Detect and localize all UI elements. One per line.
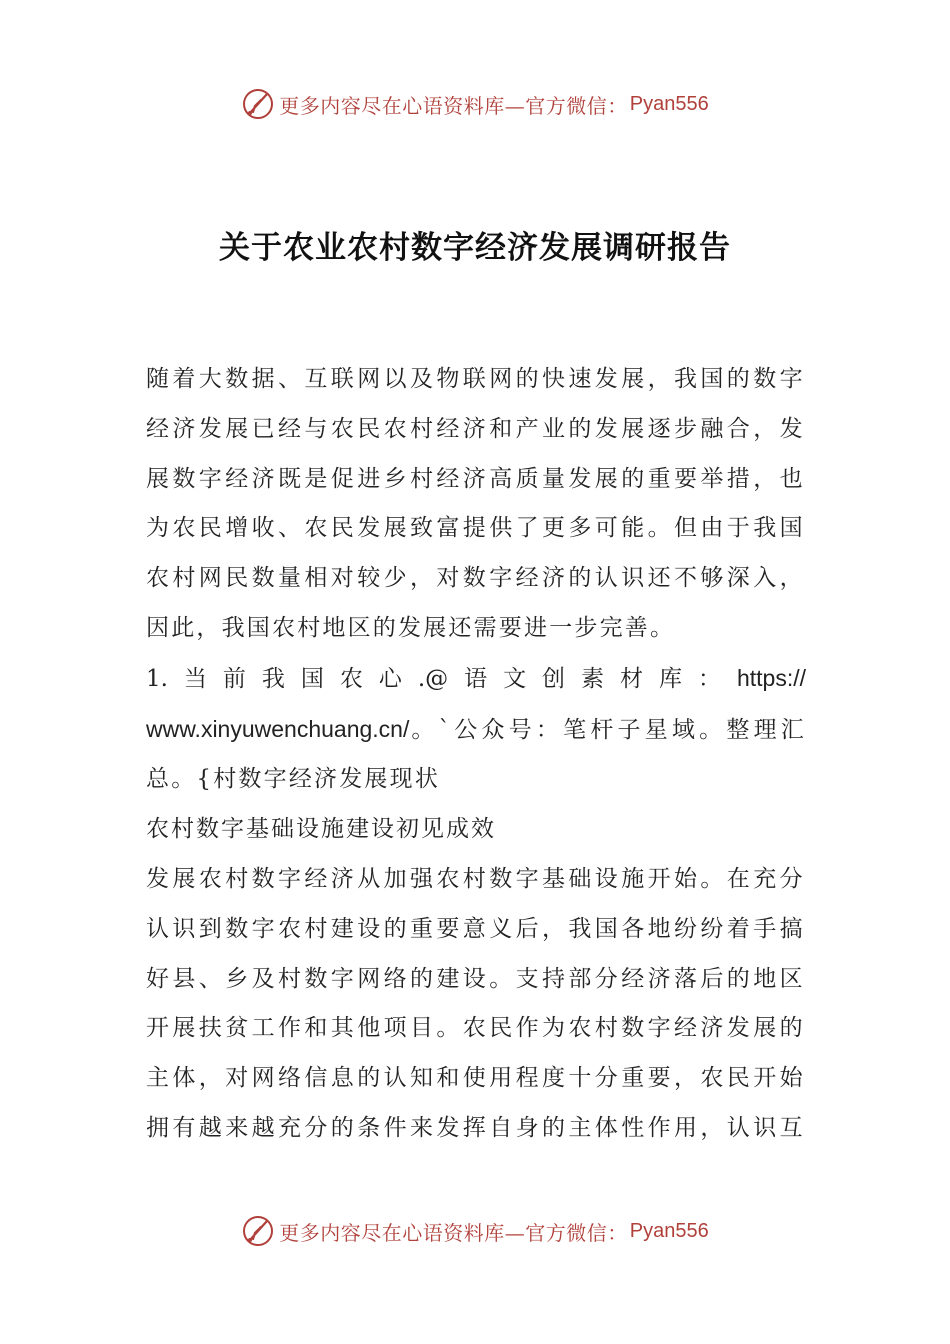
paragraph2-line: 拥有越来越充分的条件来发挥自身的主体性作用，认识互 — [146, 1114, 806, 1141]
paragraph2-line: 主体，对网络信息的认知和使用程度十分重要，农民开始 — [146, 1065, 806, 1092]
watermark-text: 更多内容尽在心语资料库—官方微信： — [279, 1220, 628, 1245]
paragraph1-line: 因此，我国农村地区的发展还需要进一步完善。 — [146, 614, 676, 641]
paragraph1-line: 农村网民数量相对较少，对数字经济的认识还不够深入， — [146, 565, 806, 592]
subheading: 农村数字基础设施建设初见成效 — [146, 816, 496, 843]
paragraph2-line: 认识到数字农村建设的重要意义后，我国各地纷纷着手搞 — [146, 915, 806, 942]
paragraph2-line: 开展扶贫工作和其他项目。农民作为农村数字经济发展的 — [146, 1015, 806, 1042]
paragraph1-line: 随着大数据、互联网以及物联网的快速发展，我国的数字 — [146, 366, 806, 392]
watermark-text: 更多内容尽在心语资料库—官方微信： — [279, 93, 628, 118]
document-body — [146, 355, 806, 1154]
section1-url-start: https:// — [736, 664, 807, 691]
watermark-handle: Pyan556 — [629, 1219, 709, 1242]
paragraph2-line: 发展农村数字经济从加强农村数字基础设施开始。在充分 — [146, 865, 806, 892]
section1-prefix: 1.当前我国农心 — [146, 665, 418, 692]
section1-url-end: www.xinyuwenchuang.cn/ — [146, 715, 410, 742]
paragraph1-line: 为农民增收、农民发展致富提供了更多可能。但由于我国 — [146, 515, 806, 542]
section1-line1 — [146, 654, 806, 705]
header-watermark — [0, 84, 950, 124]
section1-line3: 总。{村数字经济发展现状 — [146, 766, 441, 793]
paragraph2-line: 好县、乡及村数字网络的建设。支持部分经济落后的地区 — [146, 965, 806, 992]
quill-logo-icon — [241, 87, 275, 121]
paragraph1-line: 展数字经济既是促进乡村经济高质量发展的重要举措，也 — [146, 465, 806, 492]
watermark-handle: Pyan556 — [629, 92, 709, 115]
section1-mid: .@语文创素材库： — [417, 665, 737, 692]
quill-logo-icon — [241, 1214, 275, 1248]
paragraph1-line: 经济发展已经与农民农村经济和产业的发展逐步融合，发 — [146, 415, 806, 442]
section1-line2 — [146, 705, 806, 756]
section1-rest: 。`公众号：笔杆子星域。整理汇 — [409, 716, 806, 743]
footer-watermark — [0, 1211, 950, 1251]
document-title: 关于农业农村数字经济发展调研报告 — [219, 230, 731, 266]
